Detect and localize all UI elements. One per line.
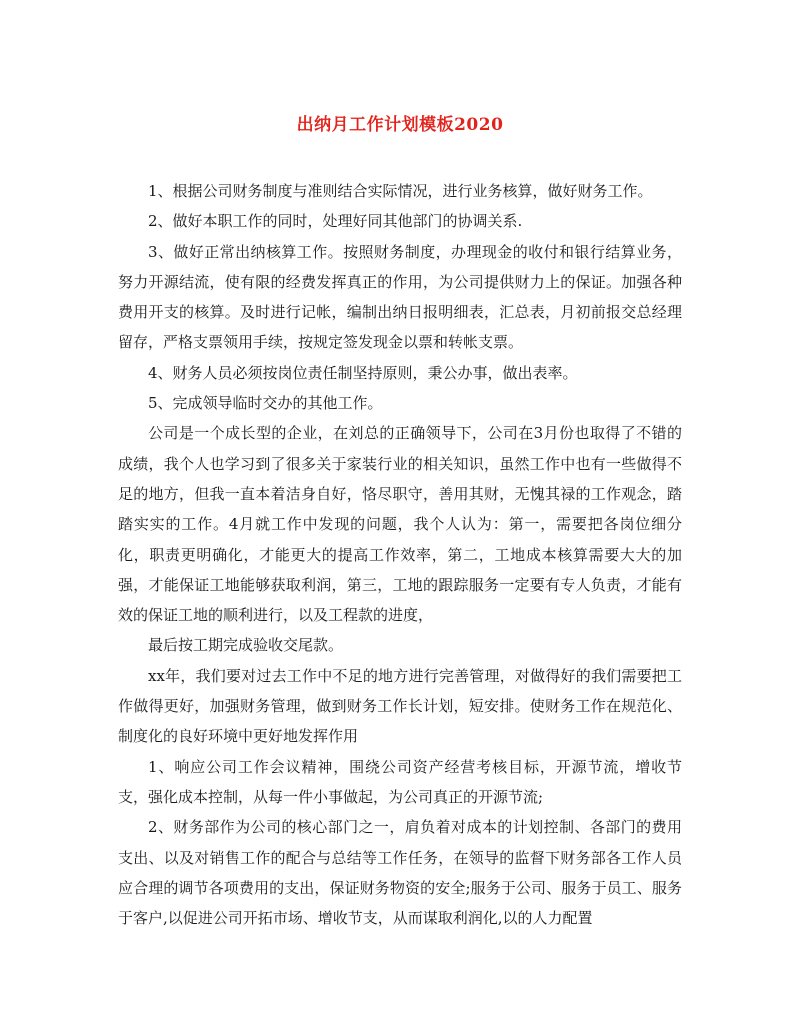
document-body [118, 176, 682, 933]
paragraph: 5、完成领导临时交办的其他工作。 [148, 394, 383, 413]
paragraph: 1、根据公司财务制度与准则结合实际情况，进行业务核算，做好财务工作。 [148, 182, 653, 200]
paragraph: 公司是一个成长型的企业，在刘总的正确领导下，公司在3月份也取得了不错的成绩，我个人也学习到了很多关于家装行业的相关知识，虽然工作中也有一些做得不足的地方，但我一直本着洁身自好，恪尽职守，善用其财，无愧其禄的工作观念，踏踏实实的工作。4月就工作中发现的问题，我个人认为：第一，需要把各岗位细分化，职责更明确化，才能更大的提高工作效率，第二，工地成本核算需要大大的加强，才能保证工地能够获取利润，第三，工地的跟踪服务一定要有专人负责，才能有效的保证工地的顺利进行，以及工程款的进度， [118, 424, 682, 625]
paragraph: 2、做好本职工作的同时，处理好同其他部门的协调关系. [148, 212, 523, 231]
paragraph: 3、做好正常出纳核算工作。按照财务制度，办理现金的收付和银行结算业务，努力开源结流，使有限的经费发挥真正的作用，为公司提供财力上的保证。加强各种费用开支的核算。及时进行记帐，编制出纳日报明细表，汇总表，月初前报交总经理留存，严格支票领用手续，按规定签发现金以票和转帐支票。 [118, 242, 682, 352]
paragraph: 2、财务部作为公司的核心部门之一，肩负着对成本的计划控制、各部门的费用支出、以及对销售工作的配合与总结等工作任务，在领导的监督下财务部各工作人员应合理的调节各项费用的支出，保证财务物资的安全;服务于公司、服务于员工、服务于客户,以促进公司开拓市场、增收节支，从而谋取利润化,以的人力配置 [118, 818, 682, 928]
document-title: 出纳月工作计划模板2020 [296, 115, 504, 135]
paragraph: 4、财务人员必须按岗位责任制坚持原则，秉公办事，做出表率。 [148, 363, 578, 382]
paragraph: 最后按工期完成验收交尾款。 [148, 636, 344, 655]
paragraph: 1、响应公司工作会议精神，围绕公司资产经营考核目标，开源节流，增收节支，强化成本控制，从每一件小事做起，为公司真正的开源节流; [118, 757, 682, 806]
paragraph: xx年，我们要对过去工作中不足的地方进行完善管理，对做得好的我们需要把工作做得更好，加强财务管理，做到财务工作长计划，短安排。使财务工作在规范化、制度化的良好环境中更好地发挥作用 [118, 666, 682, 746]
